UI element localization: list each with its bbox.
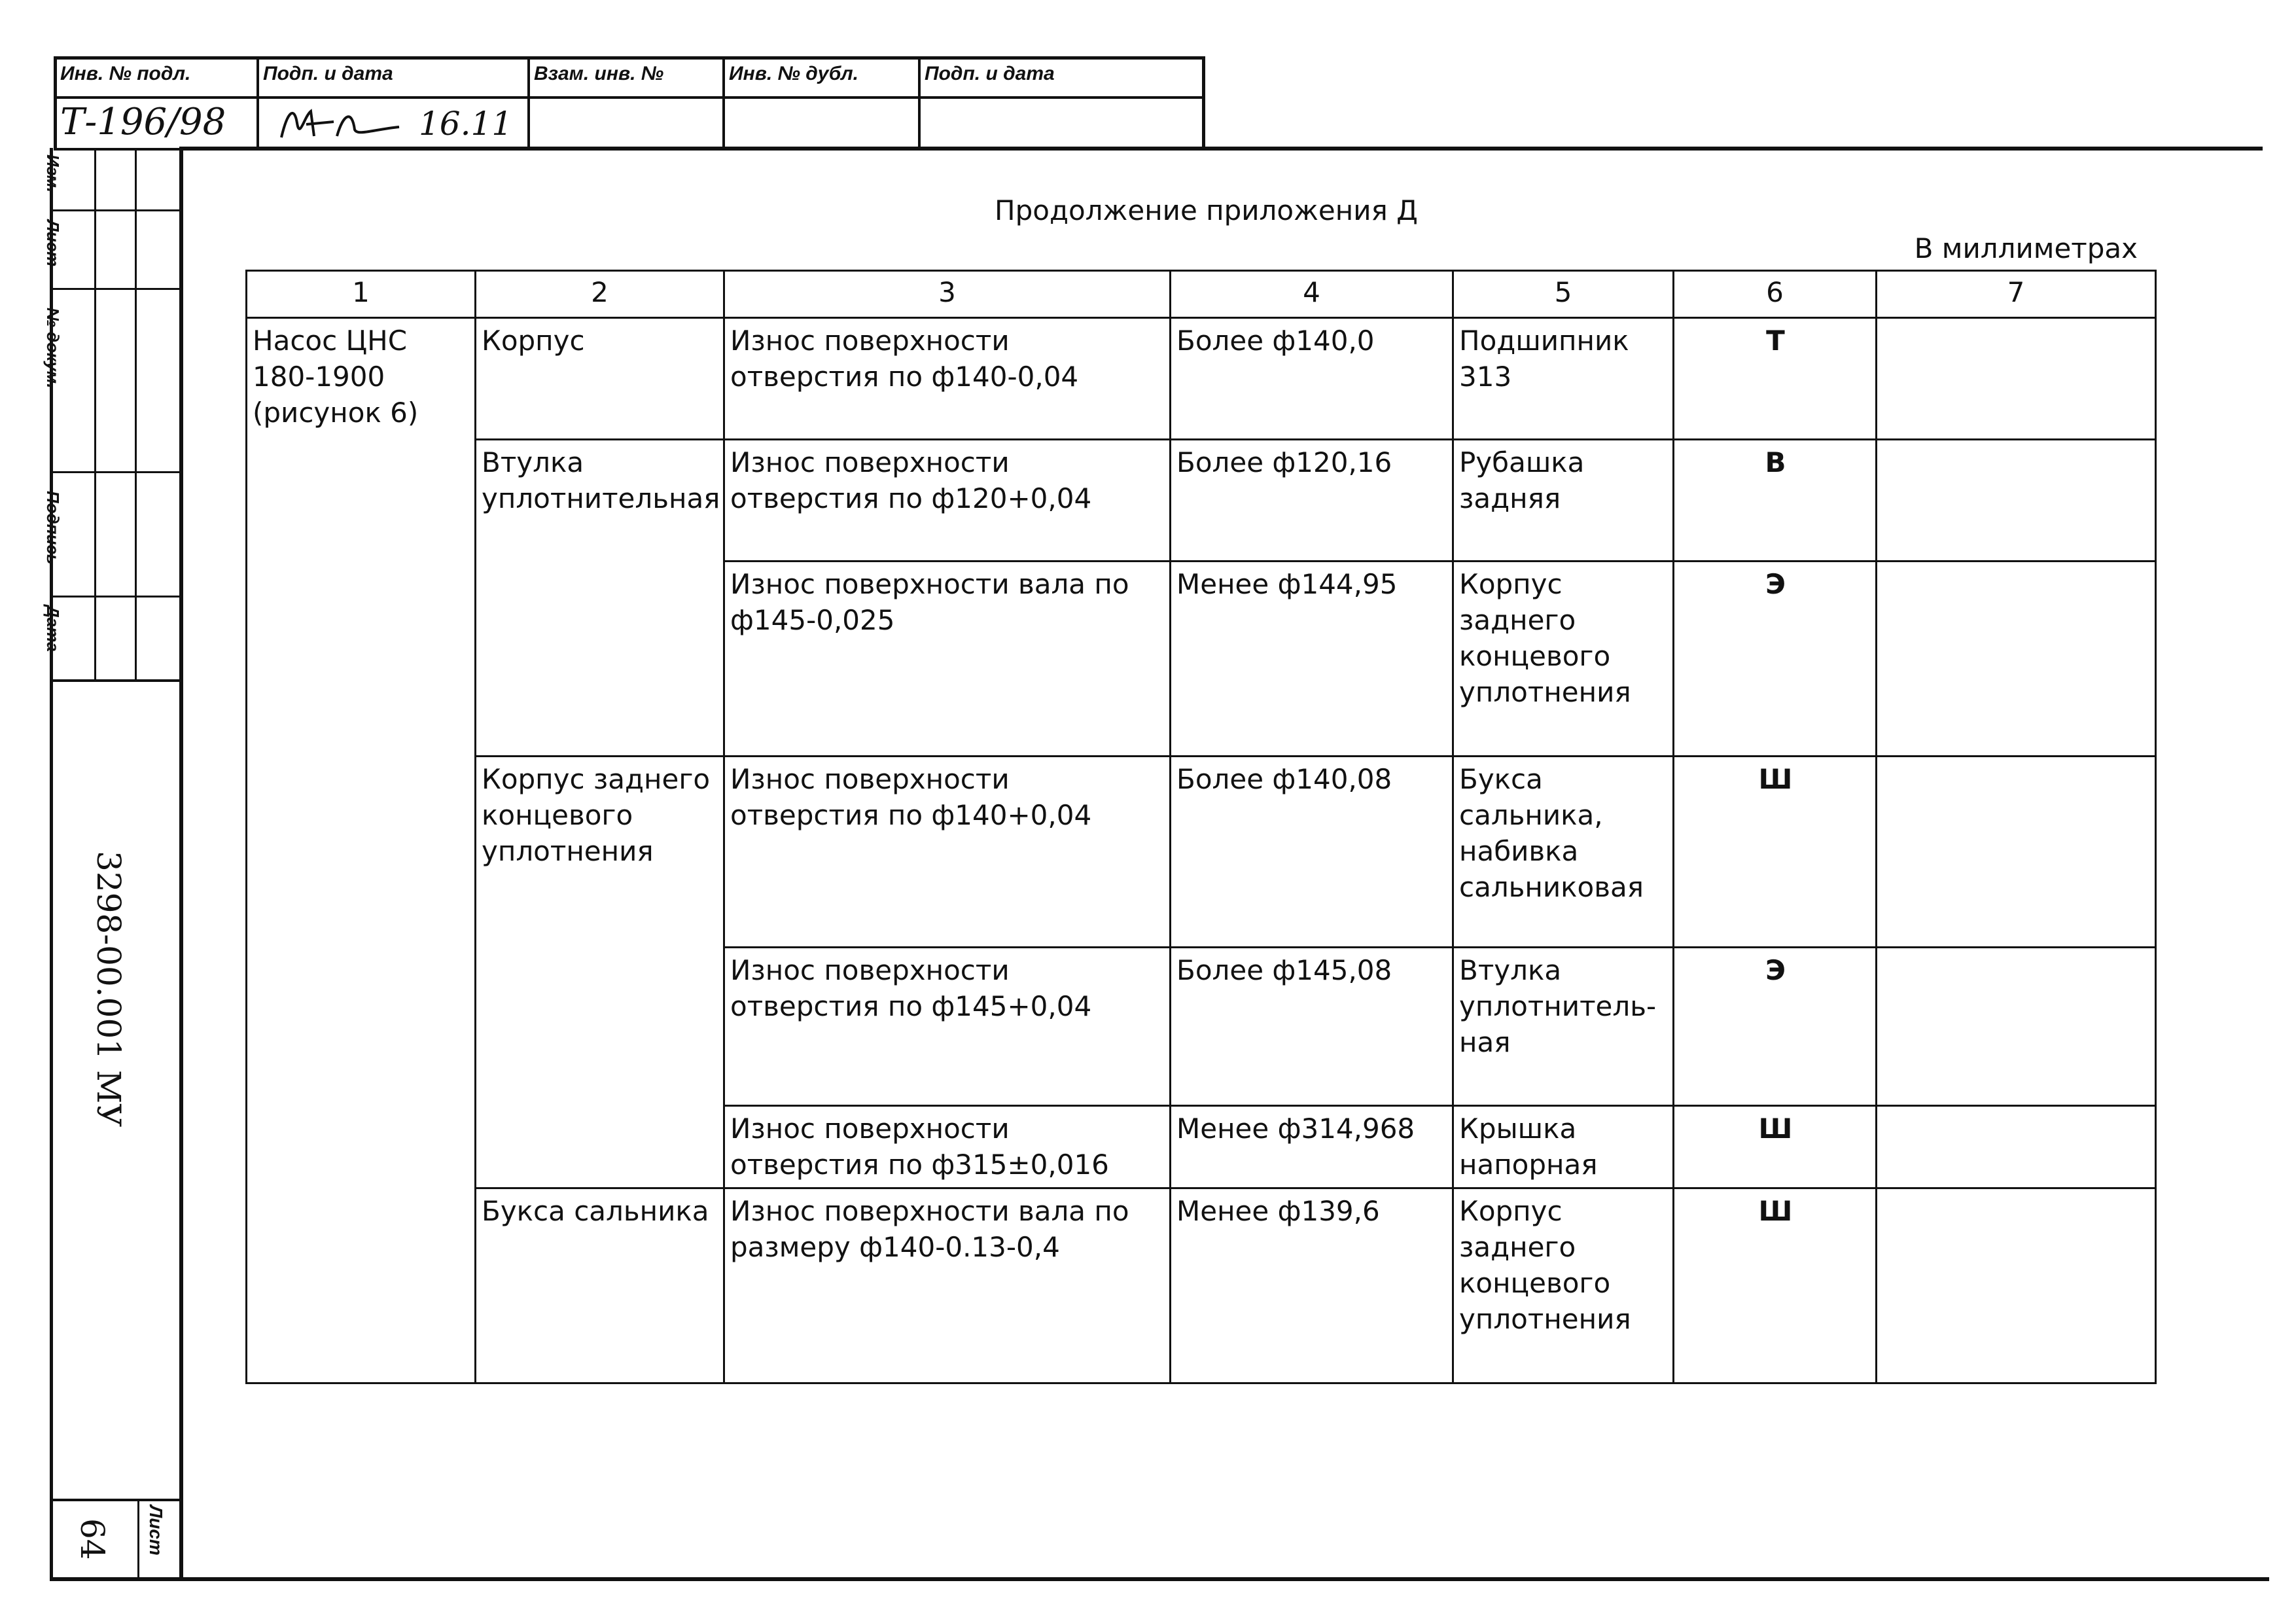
note-cell bbox=[1877, 318, 2156, 440]
repair-code-cell: Ш bbox=[1674, 757, 1877, 948]
related-part-cell: Корпус заднего концевого уплотнения bbox=[1453, 562, 1674, 757]
repair-code-cell: Ш bbox=[1674, 1188, 1877, 1383]
column-header: 2 bbox=[476, 271, 724, 318]
equipment-cell: Насос ЦНС 180-1900 (рисунок 6) bbox=[247, 318, 476, 1383]
related-part-cell: Букса сальника, набивка сальниковая bbox=[1453, 757, 1674, 948]
table-row bbox=[247, 318, 2156, 440]
frame-bottom-line bbox=[50, 1577, 2269, 1581]
limit-cell: Более ф140,08 bbox=[1171, 757, 1453, 948]
frame-left-line bbox=[179, 147, 183, 1581]
defect-cell: Износ поверхности отверстия по ф140-0,04 bbox=[724, 318, 1171, 440]
table-row bbox=[247, 757, 2156, 948]
note-cell bbox=[1877, 757, 2156, 948]
limit-cell: Менее ф139,6 bbox=[1171, 1188, 1453, 1383]
note-cell bbox=[1877, 1188, 2156, 1383]
limit-cell: Более ф145,08 bbox=[1171, 948, 1453, 1106]
side-label-signature: Подпись bbox=[43, 491, 63, 565]
defect-cell: Износ поверхности вала по размеру ф140-0.13-0,4 bbox=[724, 1188, 1171, 1383]
defect-cell: Износ поверхности отверстия по ф315±0,016 bbox=[724, 1106, 1171, 1188]
note-cell bbox=[1877, 562, 2156, 757]
document-code: 3298-00.001 МУ bbox=[90, 851, 128, 1128]
inventory-number: Т-196/98 bbox=[60, 101, 226, 143]
limit-cell: Более ф140,0 bbox=[1171, 318, 1453, 440]
units-note: В миллиметрах bbox=[1914, 232, 2138, 264]
column-header: 3 bbox=[724, 271, 1171, 318]
defect-cell: Износ поверхности отверстия по ф140+0,04 bbox=[724, 757, 1171, 948]
limit-cell: Более ф120,16 bbox=[1171, 440, 1453, 562]
column-header: 6 bbox=[1674, 271, 1877, 318]
side-label-doc-number: № докум. bbox=[43, 308, 63, 389]
column-header: 5 bbox=[1453, 271, 1674, 318]
repair-code-cell: В bbox=[1674, 440, 1877, 562]
side-label-change: Изм. bbox=[43, 154, 63, 193]
repair-code-cell: Э bbox=[1674, 948, 1877, 1106]
related-part-cell: Крышка напорная bbox=[1453, 1106, 1674, 1188]
defect-cell: Износ поверхности отверстия по ф145+0,04 bbox=[724, 948, 1171, 1106]
sheet-number: 64 bbox=[73, 1518, 111, 1560]
side-label-date: Дата bbox=[43, 605, 63, 652]
defect-cell: Износ поверхности вала по ф145-0,025 bbox=[724, 562, 1171, 757]
part-cell: Корпус bbox=[476, 318, 724, 440]
part-cell: Втулка уплотнительная bbox=[476, 440, 724, 757]
signature bbox=[275, 103, 406, 147]
table-header-row bbox=[247, 271, 2156, 318]
side-label-sheet: Лист bbox=[43, 220, 63, 267]
defect-cell: Износ поверхности отверстия по ф120+0,04 bbox=[724, 440, 1171, 562]
note-cell bbox=[1877, 1106, 2156, 1188]
appendix-continuation-title: Продолжение приложения Д bbox=[995, 194, 1418, 226]
part-cell: Букса сальника bbox=[476, 1188, 724, 1383]
part-cell: Корпус заднего концевого уплотнения bbox=[476, 757, 724, 1188]
stamp-date: 16.11 bbox=[419, 105, 513, 143]
table-row bbox=[247, 1188, 2156, 1383]
stamp-header-signature-date: Подп. и дата bbox=[263, 63, 393, 84]
related-part-cell: Втулка уплотнитель-ная bbox=[1453, 948, 1674, 1106]
related-part-cell: Подшипник 313 bbox=[1453, 318, 1674, 440]
column-header: 4 bbox=[1171, 271, 1453, 318]
note-cell bbox=[1877, 948, 2156, 1106]
column-header: 7 bbox=[1877, 271, 2156, 318]
repair-code-cell: Т bbox=[1674, 318, 1877, 440]
stamp-header-inv-original: Инв. № подл. bbox=[60, 63, 191, 84]
table-row bbox=[247, 440, 2156, 562]
sheet-label: Лист bbox=[146, 1505, 166, 1556]
limit-cell: Менее ф144,95 bbox=[1171, 562, 1453, 757]
limit-cell: Менее ф314,968 bbox=[1171, 1106, 1453, 1188]
stamp-header-signature-date-2: Подп. и дата bbox=[925, 63, 1055, 84]
related-part-cell: Корпус заднего концевого уплотнения bbox=[1453, 1188, 1674, 1383]
repair-code-cell: Ш bbox=[1674, 1106, 1877, 1188]
column-header: 1 bbox=[247, 271, 476, 318]
stamp-header-inv-duplicate: Инв. № дубл. bbox=[729, 63, 858, 84]
related-part-cell: Рубашка задняя bbox=[1453, 440, 1674, 562]
defect-table bbox=[245, 270, 2157, 1384]
stamp-header-replaced-inv: Взам. инв. № bbox=[534, 63, 664, 84]
frame-top-line bbox=[181, 147, 2263, 151]
note-cell bbox=[1877, 440, 2156, 562]
repair-code-cell: Э bbox=[1674, 562, 1877, 757]
